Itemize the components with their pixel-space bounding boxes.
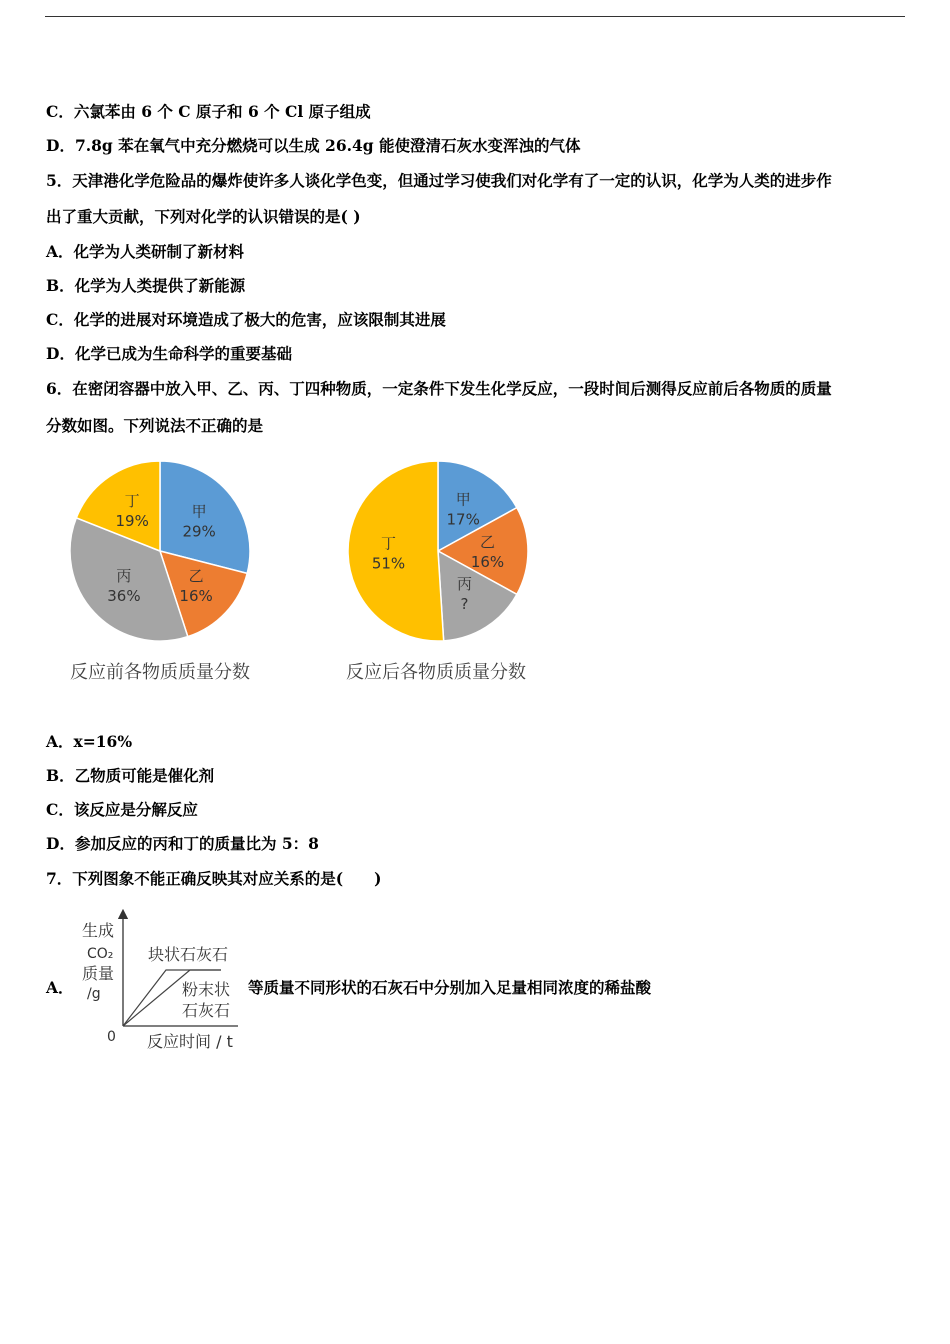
pie-chart-before-wrap xyxy=(62,455,262,650)
pie-slice-name-label: 甲 xyxy=(191,502,207,521)
option-d-q5: D．化学已成为生命科学的重要基础 xyxy=(46,344,292,363)
pie-slice-value-label: 17% xyxy=(446,510,480,529)
powder-limestone-label-1: 粉末状 xyxy=(182,980,231,999)
powder-limestone-label-2: 石灰石 xyxy=(182,1001,231,1020)
option-a-q7-label: A． xyxy=(46,978,74,997)
pie-slice-value-label: 36% xyxy=(107,586,141,605)
pie-slice-name-label: 丙 xyxy=(457,574,473,593)
origin-label: 0 xyxy=(107,1029,116,1045)
option-b-q5: B．化学为人类提供了新能源 xyxy=(46,276,246,295)
y-axis-label-3: 质量 xyxy=(82,964,115,983)
pie-slice-value-label: ? xyxy=(460,594,469,613)
pie-slice-value-label: 16% xyxy=(470,553,505,571)
question-7: 7．下列图象不能正确反映其对应关系的是( ) xyxy=(46,869,382,888)
y-axis-label-4: /g xyxy=(87,986,101,1002)
pie-slice-name-label: 丙 xyxy=(116,566,132,585)
pie-chart-before-title: 反应前各物质质量分数 xyxy=(70,662,250,683)
option-d-q4: D．7.8g 苯在氧气中充分燃烧可以生成 26.4g 能使澄清石灰水变浑浊的气体 xyxy=(46,136,581,155)
co2-mass-time-graph xyxy=(76,908,246,1058)
y-axis-label-1: 生成 xyxy=(82,921,115,940)
pie-chart-after-wrap xyxy=(340,455,540,650)
question-6-line-1: 6．在密闭容器中放入甲、乙、丙、丁四种物质，一定条件下发生化学反应，一段时间后测得反应前后各物质的质量 xyxy=(46,379,832,398)
lump-limestone-label: 块状石灰石 xyxy=(148,945,229,964)
option-a-q5: A．化学为人类研制了新材料 xyxy=(46,242,245,261)
pie-chart-after xyxy=(340,455,540,650)
pie-slice-name-label: 乙 xyxy=(188,566,204,585)
pie-chart-before xyxy=(62,455,262,650)
pie-slice-value-label: 29% xyxy=(182,522,216,541)
question-5-line-1: 5．天津港化学危险品的爆炸使许多人谈化学色变，但通过学习使我们对化学有了一定的认识，化学为人类的进步作 xyxy=(46,171,832,190)
pie-slice-value-label: 19% xyxy=(115,512,149,531)
pie-slice-name-label: 丁 xyxy=(381,534,397,553)
option-c-q5: C．化学的进展对环境造成了极大的危害，应该限制其进展 xyxy=(46,310,446,329)
pie-chart-after-title: 反应后各物质质量分数 xyxy=(346,662,526,683)
option-b-q6: B．乙物质可能是催化剂 xyxy=(46,766,215,785)
pie-slice-name-label: 甲 xyxy=(455,490,471,509)
option-c-q4: C．六氯苯由 6 个 C 原子和 6 个 Cl 原子组成 xyxy=(46,102,371,121)
option-d-q6: D．参加反应的丙和丁的质量比为 5：8 xyxy=(46,834,319,853)
pie-slice-name-label: 乙 xyxy=(479,533,496,551)
pie-slice-name-label: 丁 xyxy=(124,492,140,511)
question-6-line-2: 分数如图。下列说法不正确的是 xyxy=(46,416,264,435)
option-a-q7-text: 等质量不同形状的石灰石中分别加入足量相同浓度的稀盐酸 xyxy=(248,978,652,997)
option-c-q6: C．该反应是分解反应 xyxy=(46,800,198,819)
pie-slice-value-label: 16% xyxy=(179,586,213,605)
header-rule xyxy=(45,16,905,17)
x-axis-label: 反应时间 / t xyxy=(147,1032,233,1051)
option-a-q6: A．x=16% xyxy=(46,732,133,751)
question-5-line-2: 出了重大贡献，下列对化学的认识错误的是( ) xyxy=(46,207,361,226)
y-axis-label-2: CO₂ xyxy=(87,946,114,962)
pie-slice-value-label: 51% xyxy=(371,554,406,573)
